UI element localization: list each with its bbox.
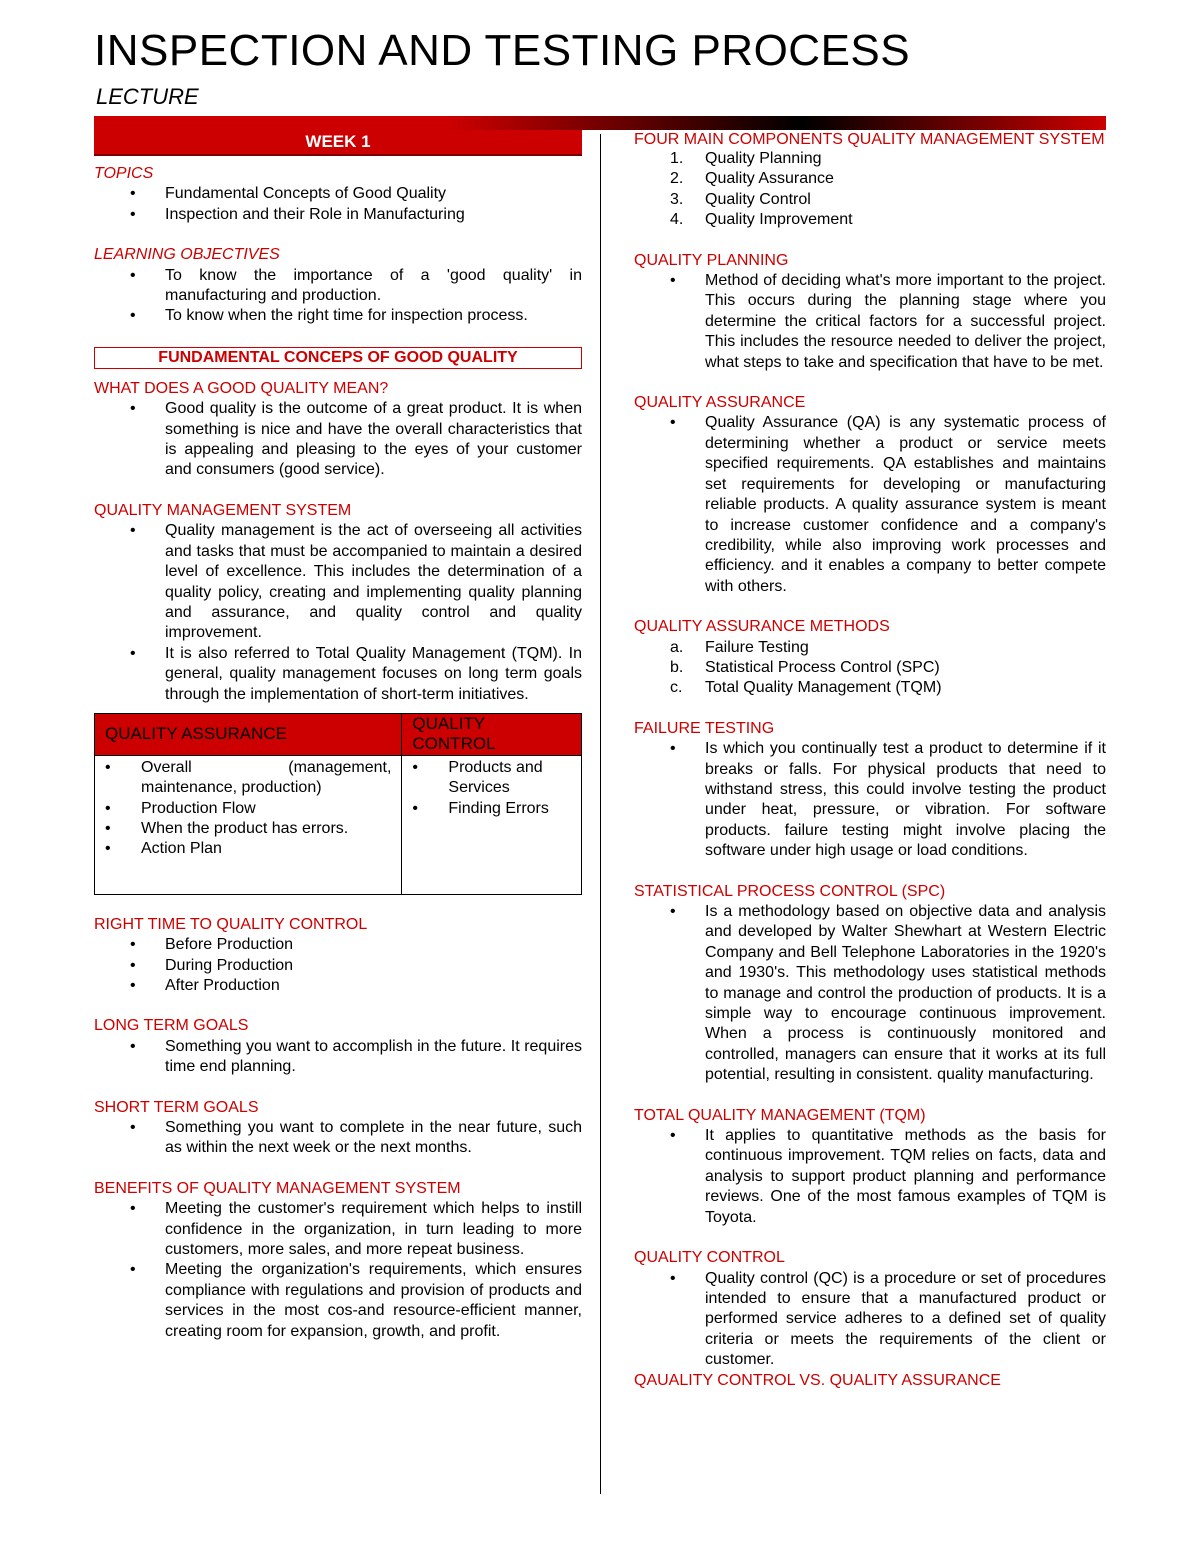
tqm-section	[634, 1106, 1106, 1228]
section-heading: QUALITY ASSURANCE METHODS	[634, 618, 890, 636]
section-heading: QUALITY CONTROL	[634, 1249, 785, 1267]
page-title: INSPECTION AND TESTING PROCESS	[94, 26, 911, 75]
section-heading: SHORT TERM GOALS	[94, 1098, 259, 1116]
list-item: 3. Quality Control	[670, 190, 811, 208]
list-item: • Is a methodology based on objective data and analysis and developed by Walter Shewhart at Western Electric Company and Bell Telephone Laboratories in the 1920's and 1930's. This methodology uses statistical methods to manage and control the production of products. It is a simple way to encourage continuous improvement. When a process is continuously monitored and controlled, managers can ensure that it works at its full potential, resulting in consistent. quality manufacturing.	[634, 902, 1106, 1086]
column-divider	[600, 134, 601, 1494]
left-column	[94, 130, 582, 1342]
list-item: • During Production	[94, 956, 582, 976]
list-item: • Overall (management, maintenance, production)	[101, 758, 391, 799]
section-heading: QUALITY MANAGEMENT SYSTEM	[94, 501, 352, 519]
list-item: • Is which you continually test a product to determine if it breaks or falls. For physical products that need to withstand stress, this could involve testing the product under heat, pressure, or vibration. For software products. failure testing might involve placing the software under high usage or load conditions.	[634, 739, 1106, 861]
section-heading: BENEFITS OF QUALITY MANAGEMENT SYSTEM	[94, 1179, 461, 1197]
list-item: • Meeting the organization's requirements, which ensures compliance with regulations and provision of products and services in the most cos-and resource-efficient manner, creating room for expansion, growth, and profit.	[94, 1260, 582, 1342]
section-heading: FAILURE TESTING	[634, 719, 775, 737]
failure-testing-section	[634, 719, 1106, 862]
benefits-section	[94, 1179, 582, 1342]
list-item: b. Statistical Process Control (SPC)	[670, 658, 940, 676]
list-item: 4. Quality Improvement	[670, 211, 853, 229]
list-item: • Good quality is the outcome of a great product. It is when something is nice and have the overall characteristics that is appealing and pleasing to the eyes of your customer and consumers (good service).	[94, 399, 582, 481]
section-heading: LONG TERM GOALS	[94, 1017, 249, 1035]
spc-section	[634, 882, 1106, 1086]
section-heading: TOTAL QUALITY MANAGEMENT (TQM)	[634, 1106, 926, 1124]
list-item: • Meeting the customer's requirement which helps to instill confidence in the organization, in turn leading to more customers, more sales, and more repeat business.	[94, 1199, 582, 1260]
list-item: c. Total Quality Management (TQM)	[670, 679, 942, 697]
list-item: • It is also referred to Total Quality Management (TQM). In general, quality management focuses on long term goals through the implementation of short-term initiatives.	[94, 644, 582, 705]
list-item: • Action Plan	[101, 839, 391, 859]
section-heading: QUALITY PLANNING	[634, 251, 789, 269]
list-item: • Quality management is the act of overseeing all activities and tasks that must be accompanied to maintain a desired level of excellence. This includes the determination of a quality policy, creating and implementing quality planning and assurance, and quality control and quality improvement.	[94, 521, 582, 643]
qc-section	[634, 1248, 1106, 1391]
list-item: • Fundamental Concepts of Good Quality	[94, 184, 582, 204]
list-item: • Something you want to accomplish in the future. It requires time end planning.	[94, 1037, 582, 1078]
objectives-section	[94, 245, 582, 327]
section-heading: WHAT DOES A GOOD QUALITY MEAN?	[94, 379, 389, 397]
list-item: • After Production	[94, 976, 582, 996]
qa-methods-section	[634, 617, 1106, 699]
table-header-qc: QUALITY CONTROL	[402, 713, 582, 755]
section-heading: TOPICS	[94, 165, 154, 182]
right-time-section	[94, 915, 582, 997]
list-item: • When the product has errors.	[101, 819, 391, 839]
qms-section	[94, 501, 582, 705]
topics-section	[94, 164, 582, 225]
good-quality-section	[94, 379, 582, 481]
list-item: 2. Quality Assurance	[670, 170, 834, 188]
list-item: • Something you want to complete in the near future, such as within the next week or the next months.	[94, 1118, 582, 1159]
section-heading: QAUALITY CONTROL VS. QUALITY ASSURANCE	[634, 1371, 1001, 1389]
list-item: 1. Quality Planning	[670, 150, 822, 167]
planning-section	[634, 251, 1106, 373]
list-item: • Finding Errors	[408, 799, 571, 819]
list-item: a. Failure Testing	[670, 638, 809, 656]
fundamental-concepts-banner: FUNDAMENTAL CONCEPS OF GOOD QUALITY	[94, 347, 582, 369]
table-cell-qc	[402, 755, 582, 894]
components-section	[634, 130, 1106, 231]
qa-vs-qc-table	[94, 713, 582, 895]
section-heading: RIGHT TIME TO QUALITY CONTROL	[94, 915, 368, 933]
section-heading: STATISTICAL PROCESS CONTROL (SPC)	[634, 882, 946, 900]
header-rule	[94, 116, 1106, 130]
table-cell-qa	[95, 755, 402, 894]
short-term-section	[94, 1098, 582, 1159]
list-item: • Inspection and their Role in Manufacturing	[94, 205, 582, 225]
list-item: • To know when the right time for inspection process.	[94, 306, 582, 326]
section-heading: LEARNING OBJECTIVES	[94, 246, 280, 264]
page-subtitle: LECTURE	[96, 84, 199, 109]
list-item: • To know the importance of a 'good quality' in manufacturing and production.	[94, 266, 582, 307]
list-item: • It applies to quantitative methods as the basis for continuous improvement. TQM relies on facts, data and analysis to support product planning and performance reviews. One of the most famous examples of TQM is Toyota.	[634, 1126, 1106, 1228]
week-banner: WEEK 1	[94, 130, 582, 156]
table-header-qa: QUALITY ASSURANCE	[95, 713, 402, 755]
list-item: • Production Flow	[101, 799, 391, 819]
assurance-section	[634, 393, 1106, 597]
right-column	[634, 130, 1106, 1391]
section-heading: QUALITY ASSURANCE	[634, 394, 806, 412]
list-item: • Products and Services	[408, 758, 571, 799]
list-item: • Quality control (QC) is a procedure or set of procedures intended to ensure that a manufactured product or performed service adheres to a defined set of quality criteria or meets the requirements of the client or customer.	[634, 1269, 1106, 1371]
list-item: • Method of deciding what's more important to the project. This occurs during the planning stage where you determine the critical factors for a successful project. This includes the resource needed to deliver the project, what steps to take and specification that have to be met.	[634, 271, 1106, 373]
long-term-section	[94, 1016, 582, 1077]
list-item: • Before Production	[94, 935, 582, 955]
section-heading: FOUR MAIN COMPONENTS QUALITY MANAGEMENT SYSTEM	[634, 131, 1105, 148]
list-item: • Quality Assurance (QA) is any systematic process of determining whether a product or service meets specified requirements. QA establishes and maintains set requirements for developing or manufacturing reliable products. A quality assurance system is meant to increase customer confidence and a company's credibility, while also improving work processes and efficiency. and it enables a company to better compete with others.	[634, 413, 1106, 597]
